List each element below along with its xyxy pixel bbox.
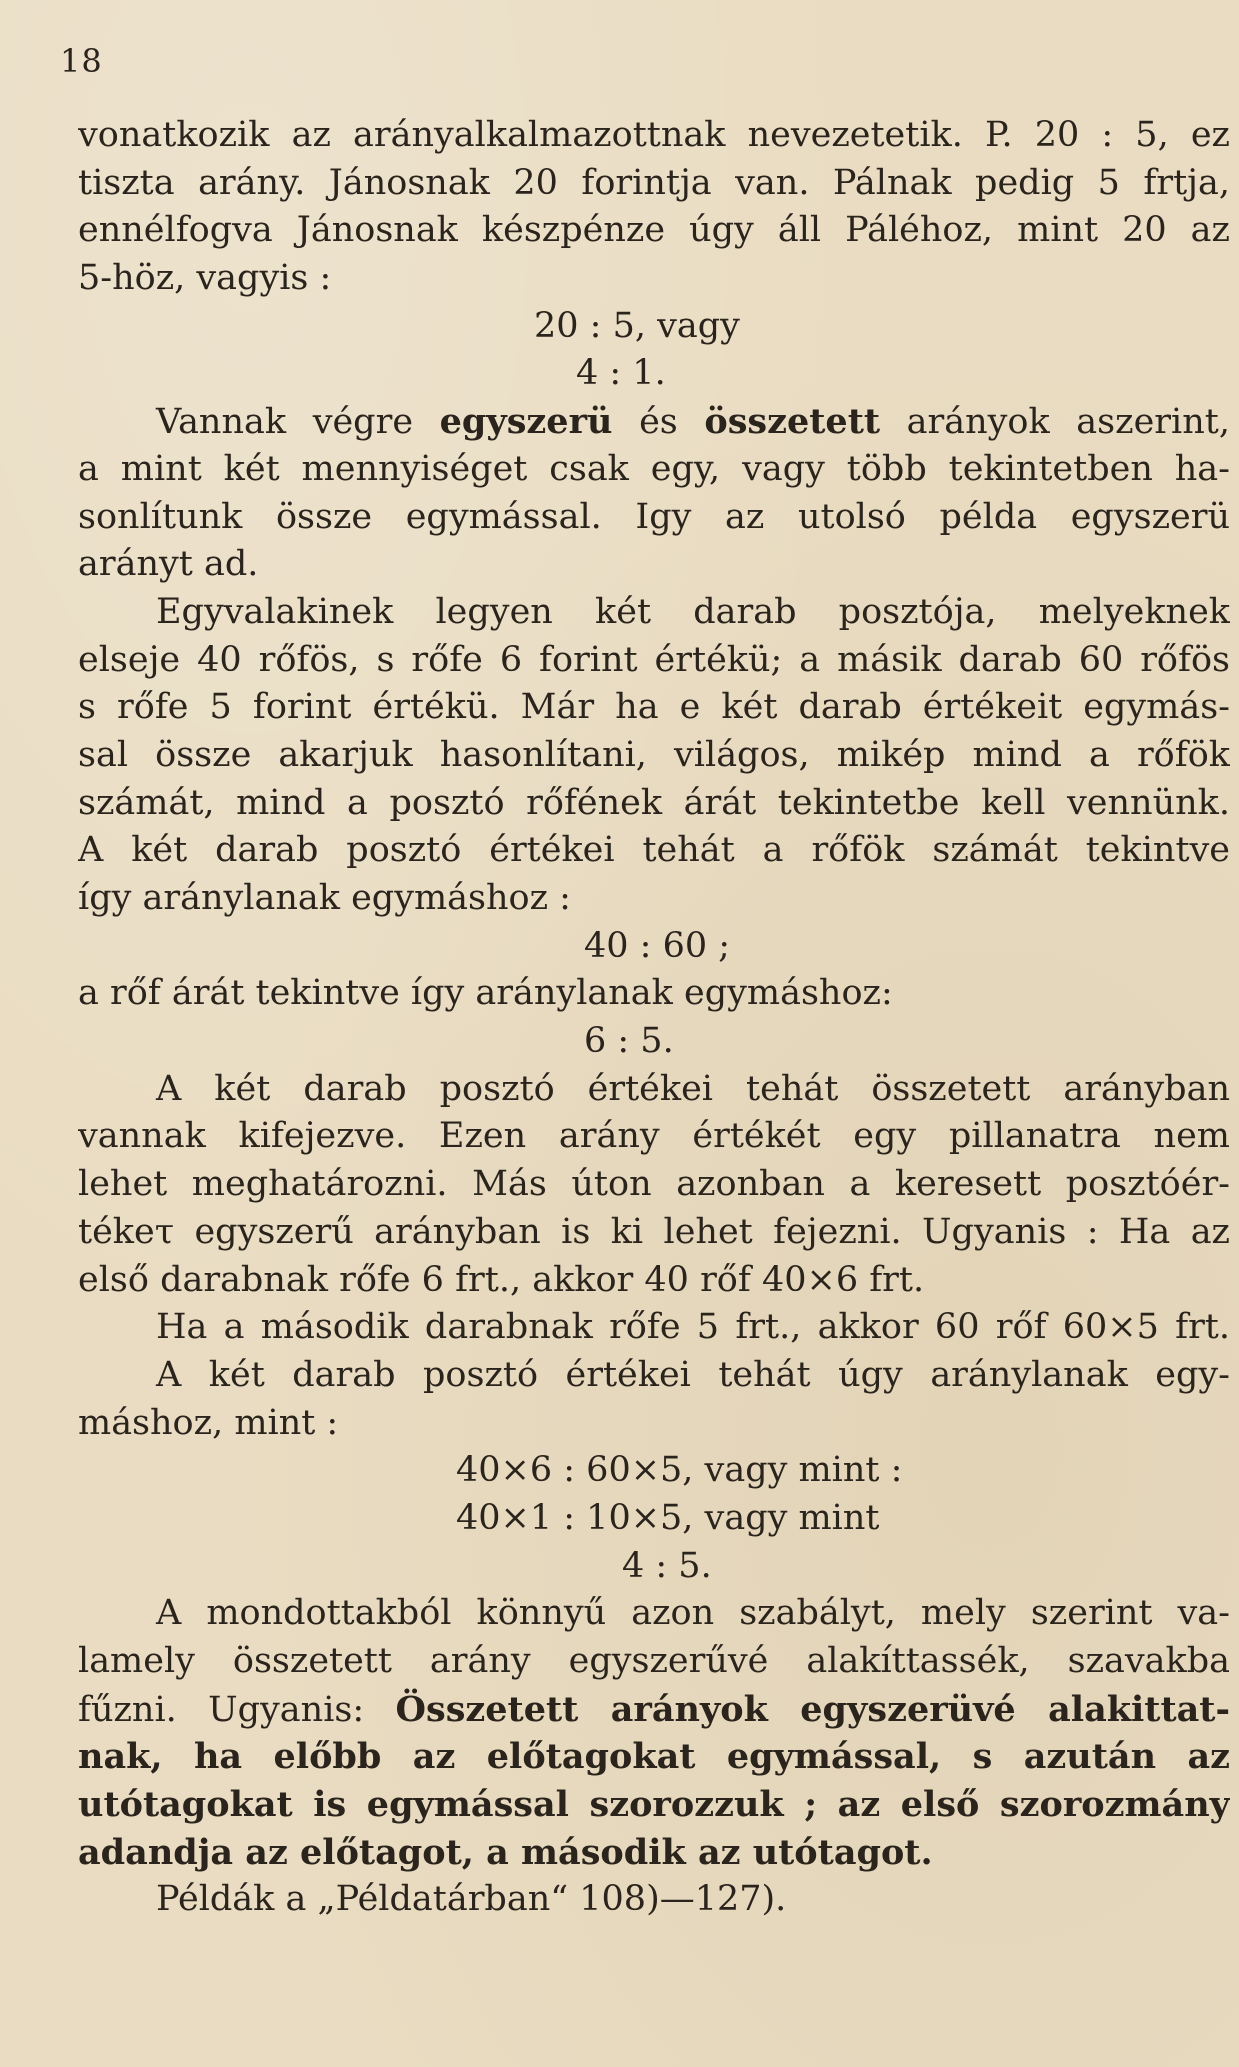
text-line-25: első darabnak rőfe 6 frt., akkor 40 rőf 40×6 frt.: [78, 1259, 925, 1300]
text-fragment: arányok aszerint,: [906, 402, 1230, 443]
text-line-21: A két darab posztó értékei tehát összetett arányban: [156, 1068, 1230, 1109]
text-line-3: ennélfogva Jánosnak készpénze úgy áll Páléhoz, mint 20 az: [78, 210, 1230, 251]
text-line-1: vonatkozik az arányalkalmazottnak nevezetetik. P. 20 : 5, ez: [78, 115, 1230, 155]
page-number: 18: [60, 42, 103, 80]
text-line-8: a mint két mennyiséget csak egy, vagy több tekintetben ha-: [78, 448, 1230, 489]
examples-reference: Példák a „Példatárban“ 108)—127).: [156, 1879, 787, 1920]
text-line-13: s rőfe 5 forint értékü. Már ha e két darab értékeit egymás-: [78, 687, 1230, 728]
text-line-17: így aránylanak egymáshoz :: [78, 878, 571, 918]
formula-2: 4 : 1.: [576, 353, 666, 394]
bold-rule-line-4: adandja az előtagot, a második az utótagot.: [78, 1831, 933, 1873]
text-line-22: vannak kifejezve. Ezen arány értékét egy pillanatra nem: [78, 1116, 1230, 1157]
text-fragment: és: [639, 402, 678, 443]
text-line-4: 5-höz, vagyis :: [78, 258, 332, 299]
text-line-14: sal össze akarjuk hasonlítani, világos, mikép mind a rőfök: [78, 734, 1230, 775]
text-line-9: sonlítunk össze egymással. Igy az utolsó példa egyszerü: [78, 496, 1230, 537]
formula-1: 20 : 5, vagy: [534, 305, 740, 346]
text-line-7: [78, 398, 1230, 446]
text-line-16: A két darab posztó értékei tehát a rőfök számát tekintve: [78, 830, 1230, 871]
formula-6: 40×1 : 10×5, vagy mint: [456, 1497, 880, 1538]
text-line-15: számát, mind a posztó rőfének árát tekintetbe kell vennünk.: [78, 782, 1230, 823]
text-line-10: arányt ad.: [78, 544, 259, 585]
formula-7: 4 : 5.: [622, 1545, 712, 1586]
formula-5: 40×6 : 60×5, vagy mint :: [456, 1450, 903, 1491]
text-line-12: elseje 40 rőfös, s rőfe 6 forint értékü; a másik darab 60 rőfös: [78, 639, 1230, 680]
text-line-34: [78, 1686, 1230, 1734]
formula-4: 6 : 5.: [584, 1021, 674, 1062]
formula-3: 40 : 60 ;: [584, 925, 731, 966]
text-line-28: máshoz, mint :: [78, 1402, 339, 1443]
text-line-27: A két darab posztó értékei tehát úgy aránylanak egy-: [156, 1354, 1230, 1395]
text-line-26: Ha a második darabnak rőfe 5 frt., akkor 60 rőf 60×5 frt.: [156, 1307, 1230, 1348]
text-line-19: a rőf árát tekintve így aránylanak egymáshoz:: [78, 973, 893, 1014]
text-fragment: fűzni. Ugyanis:: [78, 1689, 365, 1730]
bold-term-compound: összetett: [704, 401, 881, 443]
text-line-33: lamely összetett arány egyszerűvé alakíttassék, szavakba: [78, 1641, 1230, 1681]
text-line-11: Egyvalakinek legyen két darab posztója, melyeknek: [156, 591, 1230, 632]
page-text: [78, 112, 1230, 1924]
text-line-2: tiszta arány. Jánosnak 20 forintja van. Pálnak pedig 5 frtja,: [78, 162, 1230, 203]
text-line-24: tékeτ egyszerű arányban is ki lehet fejezni. Ugyanis : Ha az: [78, 1211, 1230, 1252]
bold-rule-line-3: utótagokat is egymással szorozzuk ; az első szorozmány: [78, 1784, 1230, 1826]
text-line-23: lehet meghatározni. Más úton azonban a keresett posztóér-: [78, 1164, 1230, 1205]
bold-rule-line-2: nak, ha előbb az előtagokat egymással, s azután az: [78, 1736, 1230, 1778]
bold-rule-start: Összetett arányok egyszerüvé alakittat-: [395, 1688, 1230, 1730]
text-fragment: Vannak végre: [156, 402, 414, 443]
text-line-32: A mondottakból könnyű azon szabályt, mely szerint va-: [156, 1593, 1230, 1634]
bold-term-simple: egyszerü: [439, 401, 613, 443]
